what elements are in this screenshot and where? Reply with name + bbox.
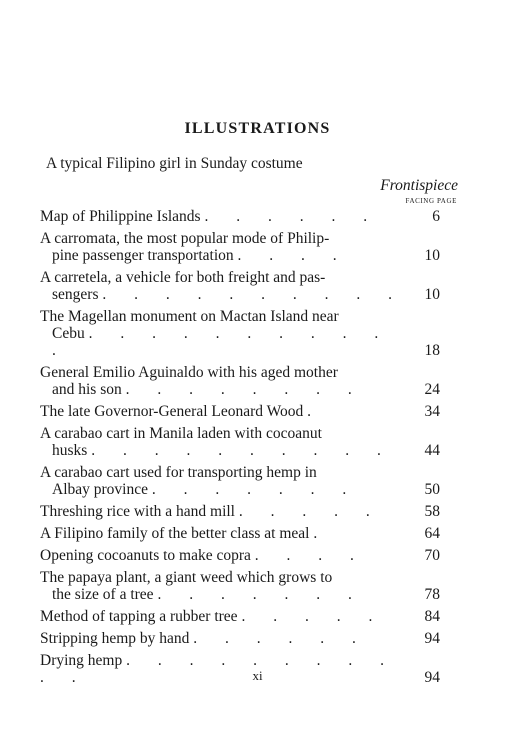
- facing-page-header: FACING PAGE: [405, 197, 457, 205]
- page-number: 10: [424, 286, 440, 303]
- list-item: [40, 503, 440, 520]
- leader-dots: . . . . . . . .: [125, 381, 364, 398]
- illustrations-list: [40, 203, 440, 686]
- list-item-title: [40, 630, 412, 647]
- leader-dots: . . . . .: [241, 608, 385, 625]
- list-item-line: A carretela, a vehicle for both freight and pas-: [40, 269, 326, 286]
- list-item-title: [40, 525, 412, 542]
- list-item-line-text: sengers: [52, 286, 99, 303]
- list-item: [40, 630, 440, 647]
- list-item-title: [40, 503, 412, 520]
- page-number: 50: [424, 481, 440, 498]
- list-item-line: A carromata, the most popular mode of Philip-: [40, 230, 330, 247]
- leader-dots: . . . . . . . . . . .: [40, 652, 396, 686]
- leader-dots: . . . . . . . . . . .: [52, 325, 391, 359]
- list-item-line: [40, 525, 412, 542]
- page-number: 94: [424, 669, 440, 686]
- list-item-line: [40, 630, 412, 647]
- leader-dots: . . . . .: [238, 503, 382, 520]
- list-item-line-text: Cebu: [52, 325, 85, 342]
- list-item-line-text: A Filipino family of the better class at meal: [40, 525, 310, 542]
- list-item-line: [40, 247, 412, 264]
- frontispiece-label: Frontispiece: [380, 177, 458, 194]
- list-item-title: [40, 230, 412, 264]
- list-item-line-text: Albay province: [52, 481, 148, 498]
- list-item-title: [40, 364, 412, 398]
- page-number: 10: [424, 247, 440, 264]
- list-item-title: [40, 269, 412, 303]
- page-number: 84: [424, 608, 440, 625]
- page-number: 78: [424, 586, 440, 603]
- list-item-line: [40, 547, 412, 564]
- frontispiece-entry-title: A typical Filipino girl in Sunday costume: [46, 155, 303, 172]
- list-item-line: A carabao cart in Manila laden with cocoanut: [40, 425, 322, 442]
- list-item-title: [40, 464, 412, 498]
- list-item-line-text: Method of tapping a rubber tree: [40, 608, 238, 625]
- leader-dots: . . . . . .: [204, 208, 380, 225]
- list-item-title: [40, 608, 412, 625]
- list-item-line: [40, 503, 412, 520]
- list-item-line-text: Opening cocoanuts to make copra: [40, 547, 251, 564]
- list-item: [40, 208, 440, 225]
- list-item: [40, 425, 440, 459]
- leader-dots: . . . . . . .: [157, 586, 364, 603]
- list-item-title: [40, 403, 412, 420]
- page-number: 6: [432, 208, 440, 225]
- leader-dots: . . . . . . . . . .: [102, 286, 404, 303]
- list-item: [40, 569, 440, 603]
- leader-dots: . . . .: [237, 247, 349, 264]
- leader-dots: . . . . . . . . . .: [91, 442, 393, 459]
- list-item-line-text: Drying hemp: [40, 652, 123, 669]
- list-item-line-text: pine passenger transportation: [52, 247, 234, 264]
- list-item: [40, 230, 440, 264]
- leader-dots: . . . . . .: [193, 630, 368, 647]
- page-number: 94: [424, 630, 440, 647]
- list-item-line: [40, 381, 412, 398]
- leader-dots: . . . . . . .: [151, 481, 359, 498]
- list-item-line: [40, 586, 412, 603]
- list-item-line-text: Map of Philippine Islands: [40, 208, 201, 225]
- list-item-line: The papaya plant, a giant weed which grows to: [40, 569, 333, 586]
- page-number: 64: [424, 525, 440, 542]
- list-item-line: [40, 608, 412, 625]
- page-number: 18: [424, 342, 440, 359]
- list-item-title: [40, 208, 412, 225]
- list-item-line: [40, 325, 412, 359]
- page-number: 58: [424, 503, 440, 520]
- list-item: [40, 525, 440, 542]
- list-item-title: [40, 547, 412, 564]
- list-item-title: [40, 569, 412, 603]
- leader-dots: .: [313, 525, 330, 542]
- list-item-line-text: The late Governor-General Leonard Wood: [40, 403, 304, 420]
- list-item-line: [40, 481, 412, 498]
- list-item: [40, 547, 440, 564]
- list-item-line: The Magellan monument on Mactan Island near: [40, 308, 339, 325]
- page-title: ILLUSTRATIONS: [184, 120, 331, 137]
- page-number: 44: [424, 442, 440, 459]
- list-item-line-text: the size of a tree: [52, 586, 154, 603]
- list-item-line: [40, 403, 412, 420]
- list-item: [40, 464, 440, 498]
- list-item: [40, 403, 440, 420]
- leader-dots: .: [307, 403, 324, 420]
- list-item-line: [40, 442, 412, 459]
- list-item: [40, 269, 440, 303]
- list-item-line: [40, 208, 412, 225]
- page-folio: xi: [252, 668, 263, 683]
- page-number: 24: [424, 381, 440, 398]
- leader-dots: . . . .: [254, 547, 366, 564]
- list-item: [40, 308, 440, 359]
- page-number: 70: [424, 547, 440, 564]
- page-number: 34: [424, 403, 440, 420]
- list-item-line-text: Stripping hemp by hand: [40, 630, 190, 647]
- list-item-title: [40, 425, 412, 459]
- list-item-line: General Emilio Aguinaldo with his aged mother: [40, 364, 338, 381]
- list-item: [40, 608, 440, 625]
- list-item-line-text: Threshing rice with a hand mill: [40, 503, 235, 520]
- list-item-line-text: and his son: [52, 381, 122, 398]
- list-item-line: [40, 286, 412, 303]
- list-item-title: [40, 308, 412, 359]
- list-item: [40, 364, 440, 398]
- list-item-line: A carabao cart used for transporting hemp in: [40, 464, 317, 481]
- list-item-line-text: husks: [52, 442, 88, 459]
